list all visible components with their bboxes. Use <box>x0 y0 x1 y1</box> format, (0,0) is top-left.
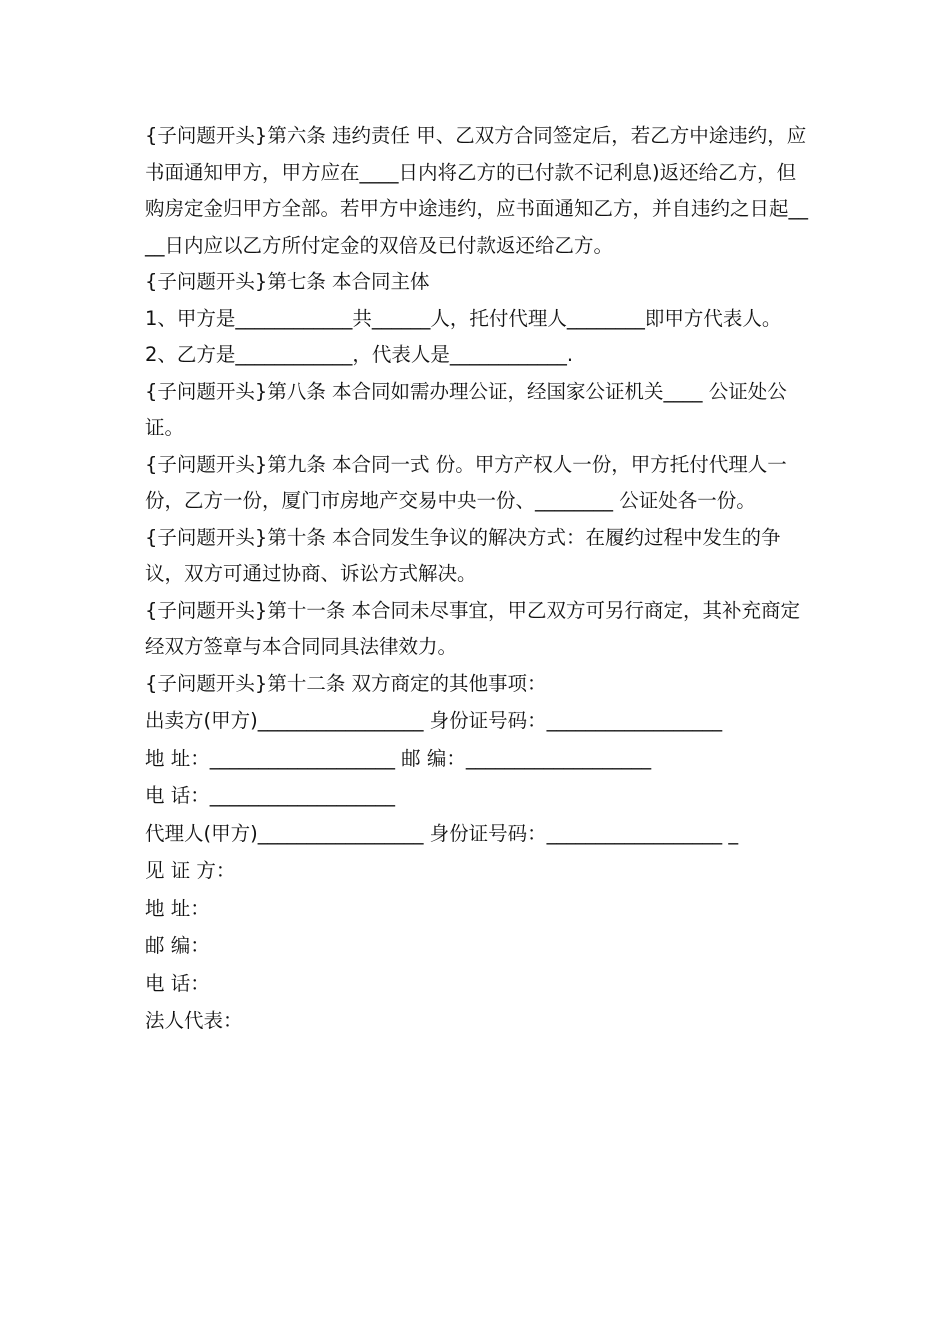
witness-label: 见 证 方： <box>145 859 236 882</box>
witness-phone-label: 电 话： <box>145 971 210 995</box>
witness-address-label: 地 址： <box>145 896 210 920</box>
clause-7-party-a: 1、甲方是____________共______人，托付代理人________即甲方代表人。 <box>145 306 782 330</box>
clause-7-heading: {子问题开头}第七条 本合同主体 <box>145 270 430 293</box>
clause-12-other-matters: {子问题开头}第十二条 双方商定的其他事项： <box>145 671 547 695</box>
seller-address-line: 地 址：___________________ 邮 编：___________________ <box>145 746 652 770</box>
witness-postcode-label: 邮 编： <box>145 934 210 957</box>
clause-10-dispute-resolution: {子问题开头}第十条 本合同发生争议的解决方式：在履约过程中发生的争议，双方可通过协商、诉讼方式解决。 <box>145 525 781 585</box>
clause-7-party-b: 2、乙方是____________，代表人是____________. <box>145 343 574 366</box>
clause-6-breach-liability: {子问题开头}第六条 违约责任 甲、乙双方合同签定后，若乙方中途违约，应书面通知甲方，甲方应在____日内将乙方的已付款不记利息)返还给乙方，但购房定金归甲方全部。若甲方中途违约，应书面通知乙方，并自违约之日起____日内应以乙方所付定金的双倍及已付款返还给乙方。 <box>145 124 809 257</box>
clause-8-notarization: {子问题开头}第八条 本合同如需办理公证，经国家公证机关____ 公证处公证。 <box>145 379 787 439</box>
clause-9-copies: {子问题开头}第九条 本合同一式 份。甲方产权人一份，甲方托付代理人一份，乙方一份，厦门市房地产交易中央一份、________ 公证处各一份。 <box>145 452 787 512</box>
document-page <box>145 118 810 1040</box>
agent-line: 代理人(甲方)_________________ 身份证号码：__________________ _ <box>145 821 739 845</box>
legal-representative-label: 法人代表： <box>145 1009 243 1032</box>
seller-line: 出卖方(甲方)_________________ 身份证号码：__________________ <box>145 709 723 732</box>
seller-phone-line: 电 话：___________________ <box>145 784 395 807</box>
clause-11-supplements: {子问题开头}第十一条 本合同未尽事宜，甲乙双方可另行商定，其补充商定经双方签章与本合同同具法律效力。 <box>145 598 801 658</box>
